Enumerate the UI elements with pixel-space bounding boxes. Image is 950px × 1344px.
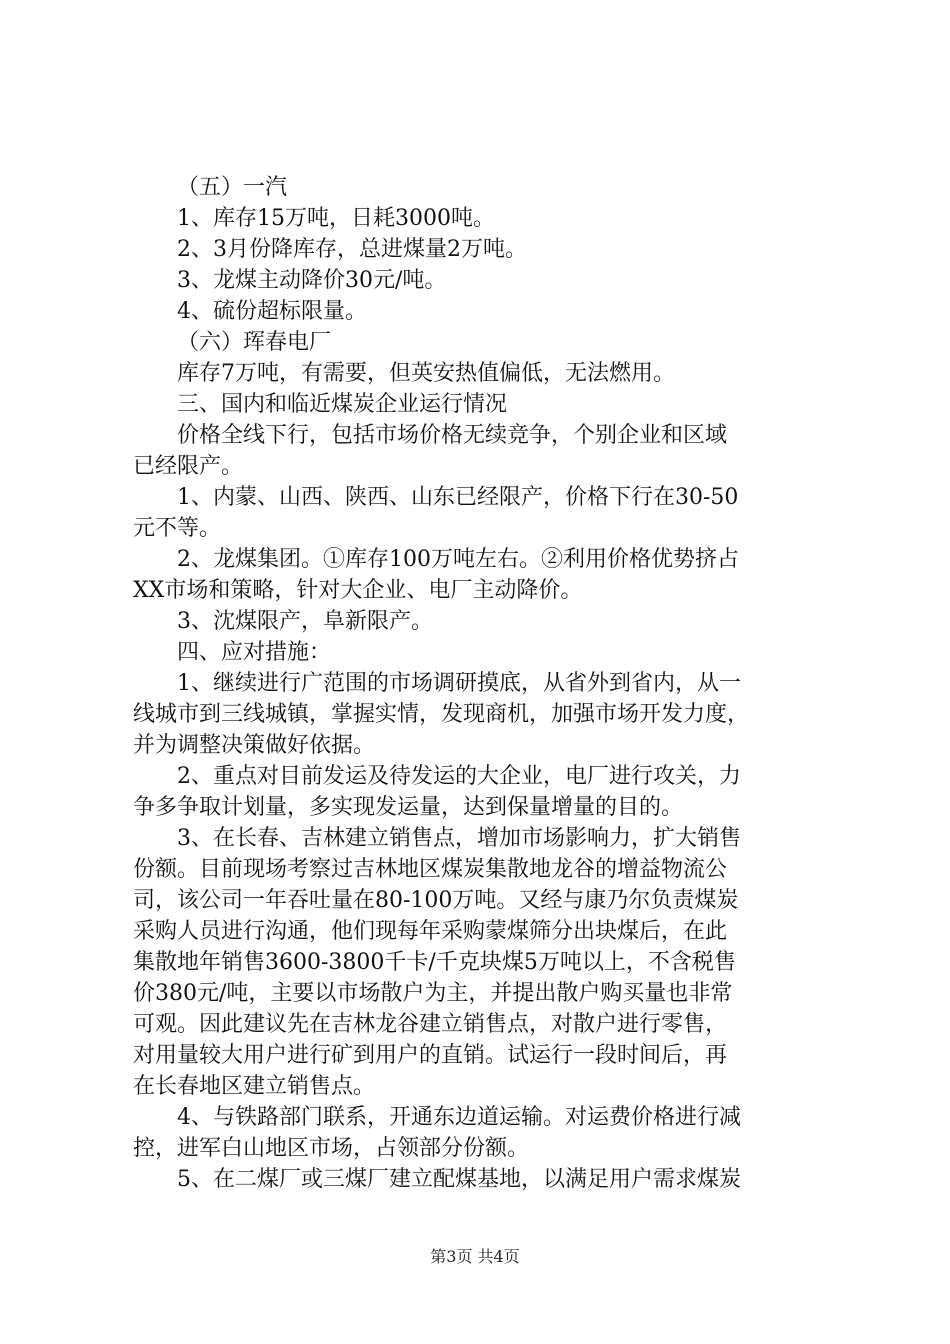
paragraph-line: 3、沈煤限产，阜新限产。 (177, 609, 433, 634)
document-body (133, 172, 833, 1195)
paragraph-line: 在长春地区建立销售点。 (133, 1074, 376, 1099)
paragraph-line: 份额。目前现场考察过吉林地区煤炭集散地龙谷的增益物流公 (133, 857, 728, 882)
paragraph-line: 1、内蒙、山西、陕西、山东已经限产，价格下行在30-50 (177, 485, 739, 510)
text-line: 1、库存15万吨，日耗3000吨。 (177, 206, 495, 231)
paragraph-line: 控，进军白山地区市场，占领部分份额。 (133, 1136, 530, 1161)
paragraph-line: 元不等。 (133, 516, 222, 541)
paragraph-line: 集散地年销售3600-3800千卡/千克块煤5万吨以上，不含税售 (133, 950, 736, 975)
text-line: 4、硫份超标限量。 (177, 299, 367, 324)
paragraph-line: 可观。因此建议先在吉林龙谷建立销售点，对散户进行零售， (133, 1012, 728, 1037)
paragraph-line: 采购人员进行沟通，他们现每年采购蒙煤筛分出块煤后，在此 (133, 919, 728, 944)
paragraph-line: 已经限产。 (133, 454, 244, 479)
paragraph-line: 2、龙煤集团。①库存100万吨左右。②利用价格优势挤占 (177, 547, 739, 572)
paragraph-line: 5、在二煤厂或三煤厂建立配煤基地，以满足用户需求煤炭 (177, 1167, 741, 1192)
paragraph-line: 对用量较大用户进行矿到用户的直销。试运行一段时间后，再 (133, 1043, 728, 1068)
paragraph-line: 4、与铁路部门联系，开通东边道运输。对运费价格进行减 (177, 1105, 741, 1130)
paragraph-line: 并为调整决策做好依据。 (133, 733, 376, 758)
section-heading: （五）一汽 (177, 175, 288, 200)
text-line: 2、3月份降库存，总进煤量2万吨。 (177, 237, 527, 262)
section-heading: 四、应对措施： (177, 640, 332, 665)
paragraph-line: 3、在长春、吉林建立销售点，增加市场影响力，扩大销售 (177, 826, 741, 851)
page-number-footer: 第3页 共4页 (430, 1247, 520, 1266)
text-line: 库存7万吨，有需要，但英安热值偏低，无法燃用。 (177, 361, 675, 386)
paragraph-line: 2、重点对目前发运及待发运的大企业，电厂进行攻关，力 (177, 764, 741, 789)
paragraph-line: 价380元/吨，主要以市场散户为主，并提出散户购买量也非常 (133, 981, 733, 1006)
paragraph-line: 争多争取计划量，多实现发运量，达到保量增量的目的。 (133, 795, 684, 820)
paragraph-line: 1、继续进行广范围的市场调研摸底，从省外到省内，从一 (177, 671, 741, 696)
paragraph-line: 线城市到三线城镇，掌握实情，发现商机，加强市场开发力度， (133, 702, 750, 727)
text-line: 3、龙煤主动降价30元/吨。 (177, 268, 447, 293)
section-heading: 三、国内和临近煤炭企业运行情况 (177, 392, 508, 417)
paragraph-line: XX市场和策略，针对大企业、电厂主动降价。 (133, 578, 583, 603)
paragraph-line: 价格全线下行，包括市场价格无续竞争，个别企业和区域 (177, 423, 728, 448)
section-heading: （六）珲春电厂 (177, 330, 332, 355)
paragraph-line: 司，该公司一年吞吐量在80-100万吨。又经与康乃尔负责煤炭 (133, 888, 739, 913)
